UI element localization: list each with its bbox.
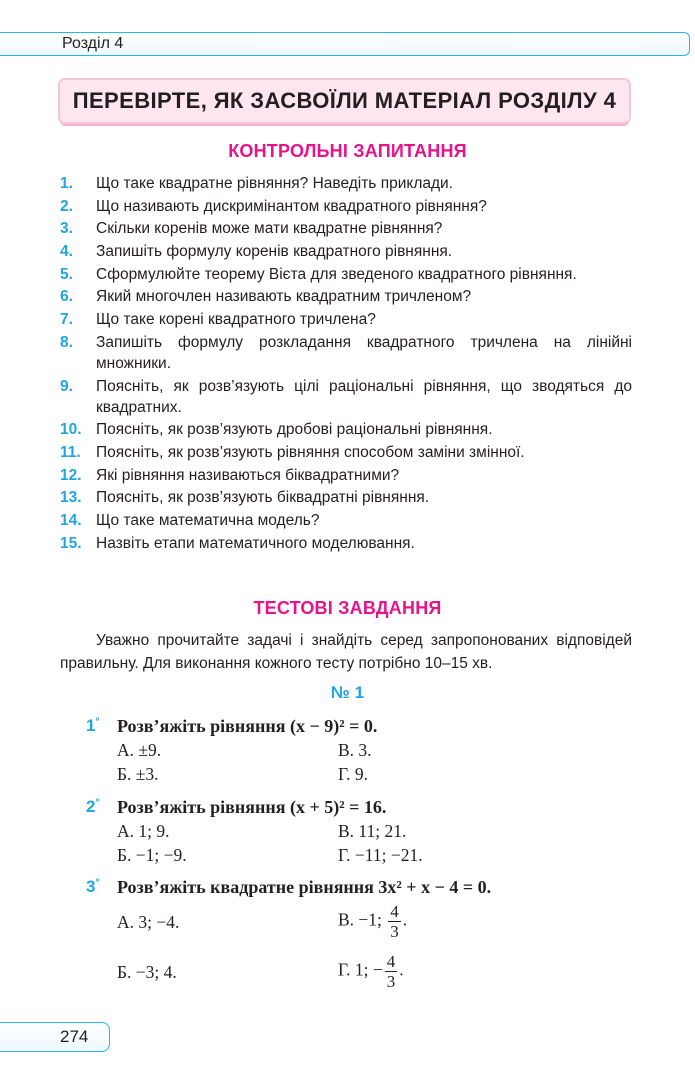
question-text: Поясніть, як розв’язують дробові раціональні рівняння. [96, 421, 493, 439]
list-item [60, 465, 632, 486]
question-number: 3. [60, 220, 73, 238]
answer-option[interactable]: Г. −11; −21. [338, 845, 423, 865]
questions-heading: КОНТРОЛЬНІ ЗАПИТАННЯ [228, 141, 467, 161]
question-text: Що таке математична модель? [96, 511, 320, 529]
list-item [60, 264, 632, 285]
question-text: Що таке квадратне рівняння? Наведіть приклади. [96, 175, 453, 192]
answer-option[interactable]: А. 1; 9. [117, 821, 170, 841]
task-text: Розв’яжіть рівняння (x + 5)² = 16. [117, 797, 387, 817]
tests-heading: ТЕСТОВІ ЗАВДАННЯ [253, 598, 442, 618]
answer-option[interactable]: В. −1; $\frac{4}{3}$ . [338, 902, 408, 941]
question-text: Що таке корені квадратного тричлена? [96, 311, 376, 329]
list-item [60, 218, 632, 239]
answer-option[interactable]: А. ±9. [117, 740, 162, 760]
page-number-tab [0, 1022, 110, 1052]
list-item [60, 309, 632, 330]
list-item [60, 419, 632, 440]
question-number: 5. [60, 265, 73, 283]
answer-option[interactable]: Б. −3; 4. [117, 962, 177, 982]
answer-option[interactable]: Г. 9. [338, 764, 369, 784]
question-number: 12. [60, 466, 82, 484]
questions-list [60, 173, 632, 555]
question-number: 8. [60, 333, 73, 351]
task-number: 3° [86, 877, 100, 896]
question-text: Які рівняння називаються біквадратними? [96, 466, 400, 484]
answer-option[interactable]: В. 11; 21. [338, 821, 407, 841]
question-number: 13. [60, 489, 82, 507]
question-number: 7. [60, 311, 73, 329]
question-text: Сформулюйте теорему Вієта для зведеного квадратного рівняння. [96, 265, 577, 283]
question-text: Запишіть формулу розкладання квадратного тричлена на лінійні множники. [96, 333, 632, 372]
question-text: Який многочлен називають квадратним тричленом? [96, 288, 472, 306]
list-item [60, 510, 632, 531]
answer-option[interactable]: Б. ±3. [117, 764, 159, 784]
section-label: Розділ 4 [62, 35, 124, 52]
answer-option[interactable]: Г. 1; − $\frac{4}{3}$ . [338, 952, 404, 991]
fraction: $\frac{4}{3}$ [390, 902, 399, 941]
test-number: № 1 [330, 683, 365, 702]
question-text: Поясніть, як розв’язують рівняння способом заміни змінної. [96, 443, 525, 461]
list-item [60, 442, 632, 463]
list-item [60, 533, 632, 554]
answer-option[interactable]: Б. −1; −9. [117, 845, 187, 865]
list-item [60, 196, 632, 217]
tests-intro: Уважно прочитайте задачі і знайдіть серед запропонованих відповідей правильну. Для виконання кожного тесту потрібно 10–15 хв. [60, 632, 632, 672]
list-item [60, 173, 632, 194]
task-text: Розв’яжіть квадратне рівняння 3x² + x − 4 = 0. [117, 877, 492, 897]
question-number: 10. [60, 421, 82, 439]
question-number: 2. [60, 197, 73, 215]
task-number: 2° [86, 797, 100, 816]
task-number: 1° [86, 716, 100, 735]
running-header [0, 32, 690, 56]
page-number: 274 [60, 1027, 89, 1046]
list-item [60, 241, 632, 262]
question-number: 11. [60, 443, 81, 461]
list-item [60, 286, 632, 307]
question-text: Що називають дискримінантом квадратного рівняння? [96, 197, 487, 215]
fraction: $\frac{4}{3}$ [386, 952, 396, 991]
question-text: Поясніть, як розв’язують цілі раціональні рівняння, що зводяться до квадратних. [96, 377, 632, 416]
task-text: Розв’яжіть рівняння (x − 9)² = 0. [117, 716, 378, 736]
question-number: 6. [60, 288, 73, 306]
question-number: 15. [60, 534, 82, 552]
list-item [60, 376, 632, 418]
answer-option[interactable]: А. 3; −4. [117, 912, 180, 932]
list-item [60, 487, 632, 508]
list-item [60, 332, 632, 374]
chapter-review-banner [60, 80, 629, 122]
question-text: Назвіть етапи математичного моделювання. [96, 534, 415, 552]
question-text: Поясніть, як розв’язують біквадратні рівняння. [96, 489, 430, 507]
question-number: 4. [60, 243, 73, 261]
answer-option[interactable]: В. 3. [338, 740, 372, 760]
question-text: Запишіть формулу коренів квадратного рівняння. [96, 243, 453, 261]
question-text: Скільки коренів може мати квадратне рівняння? [96, 220, 443, 238]
question-number: 14. [60, 511, 82, 529]
question-number: 1. [60, 175, 73, 192]
question-number: 9. [60, 377, 73, 395]
page-title: ПЕРЕВІРТЕ, ЯК ЗАСВОЇЛИ МАТЕРІАЛ РОЗДІЛУ 4 [72, 88, 617, 113]
